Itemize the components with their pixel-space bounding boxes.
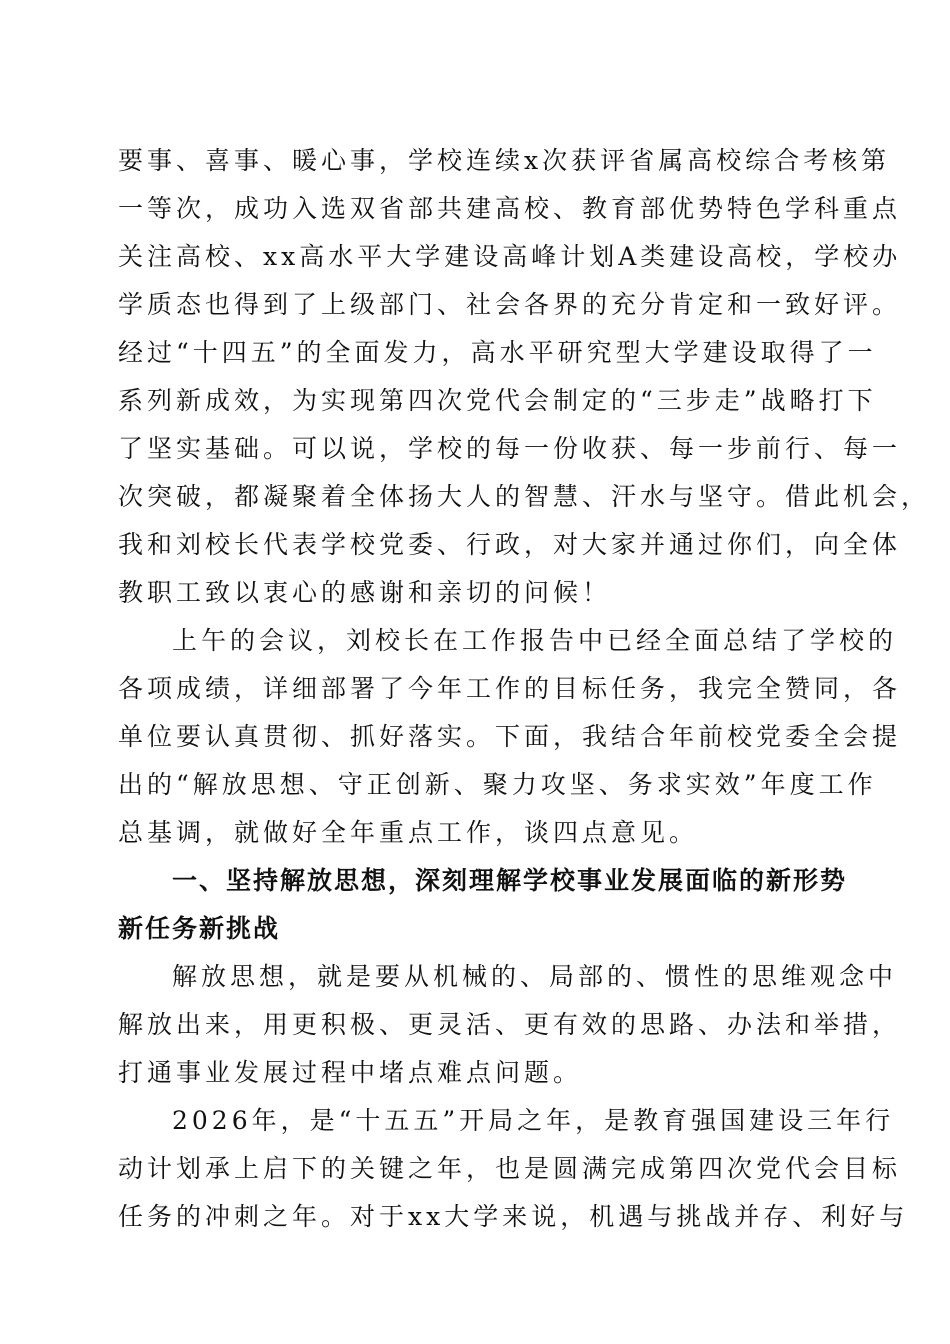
paragraph-line: 出的“解放思想、守正创新、聚力攻坚、务求实效”年度工作 bbox=[118, 770, 877, 799]
paragraph-line: 教职工致以衷心的感谢和亲切的问候！ bbox=[118, 578, 612, 607]
paragraph-line: 2026年，是“十五五”开局之年，是教育强国建设三年行 bbox=[172, 1106, 895, 1135]
paragraph-line: 经过“十四五”的全面发力，高水平研究型大学建设取得了一 bbox=[118, 338, 877, 367]
paragraph-line: 总基调，就做好全年重点工作，谈四点意见。 bbox=[118, 818, 699, 847]
paragraph-line: 我和刘校长代表学校党委、行政，对大家并通过你们，向全体 bbox=[118, 530, 902, 559]
section-heading: 新任务新挑战 bbox=[118, 914, 281, 943]
paragraph-line: 要事、喜事、暖心事，学校连续x次获评省属高校综合考核第 bbox=[118, 146, 891, 175]
paragraph-line: 关注高校、xx高水平大学建设高峰计划A类建设高校，学校办 bbox=[118, 242, 902, 271]
paragraph-line: 解放思想，就是要从机械的、局部的、惯性的思维观念中 bbox=[172, 962, 898, 991]
paragraph-line: 打通事业发展过程中堵点难点问题。 bbox=[118, 1058, 583, 1087]
paragraph-line: 任务的冲刺之年。对于xx大学来说，机遇与挑战并存、利好与 bbox=[118, 1202, 909, 1231]
paragraph-line: 解放出来，用更积极、更灵活、更有效的思路、办法和举措， bbox=[118, 1010, 902, 1039]
paragraph-line: 一等次，成功入选双省部共建高校、教育部优势特色学科重点 bbox=[118, 194, 902, 223]
paragraph-line: 上午的会议，刘校长在工作报告中已经全面总结了学校的 bbox=[172, 626, 898, 655]
paragraph-line: 次突破，都凝聚着全体扬大人的智慧、汗水与坚守。借此机会， bbox=[118, 482, 931, 511]
section-heading: 一、坚持解放思想，深刻理解学校事业发展面临的新形势 bbox=[172, 866, 848, 895]
paragraph-line: 各项成绩，详细部署了今年工作的目标任务，我完全赞同，各 bbox=[118, 674, 902, 703]
paragraph-line: 系列新成效，为实现第四次党代会制定的“三步走”战略打下 bbox=[118, 386, 877, 415]
paragraph-line: 单位要认真贯彻、抓好落实。下面，我结合年前校党委全会提 bbox=[118, 722, 902, 751]
paragraph-line: 学质态也得到了上级部门、社会各界的充分肯定和一致好评。 bbox=[118, 290, 902, 319]
paragraph-line: 了坚实基础。可以说，学校的每一份收获、每一步前行、每一 bbox=[118, 434, 902, 463]
paragraph-line: 动计划承上启下的关键之年，也是圆满完成第四次党代会目标 bbox=[118, 1154, 902, 1183]
